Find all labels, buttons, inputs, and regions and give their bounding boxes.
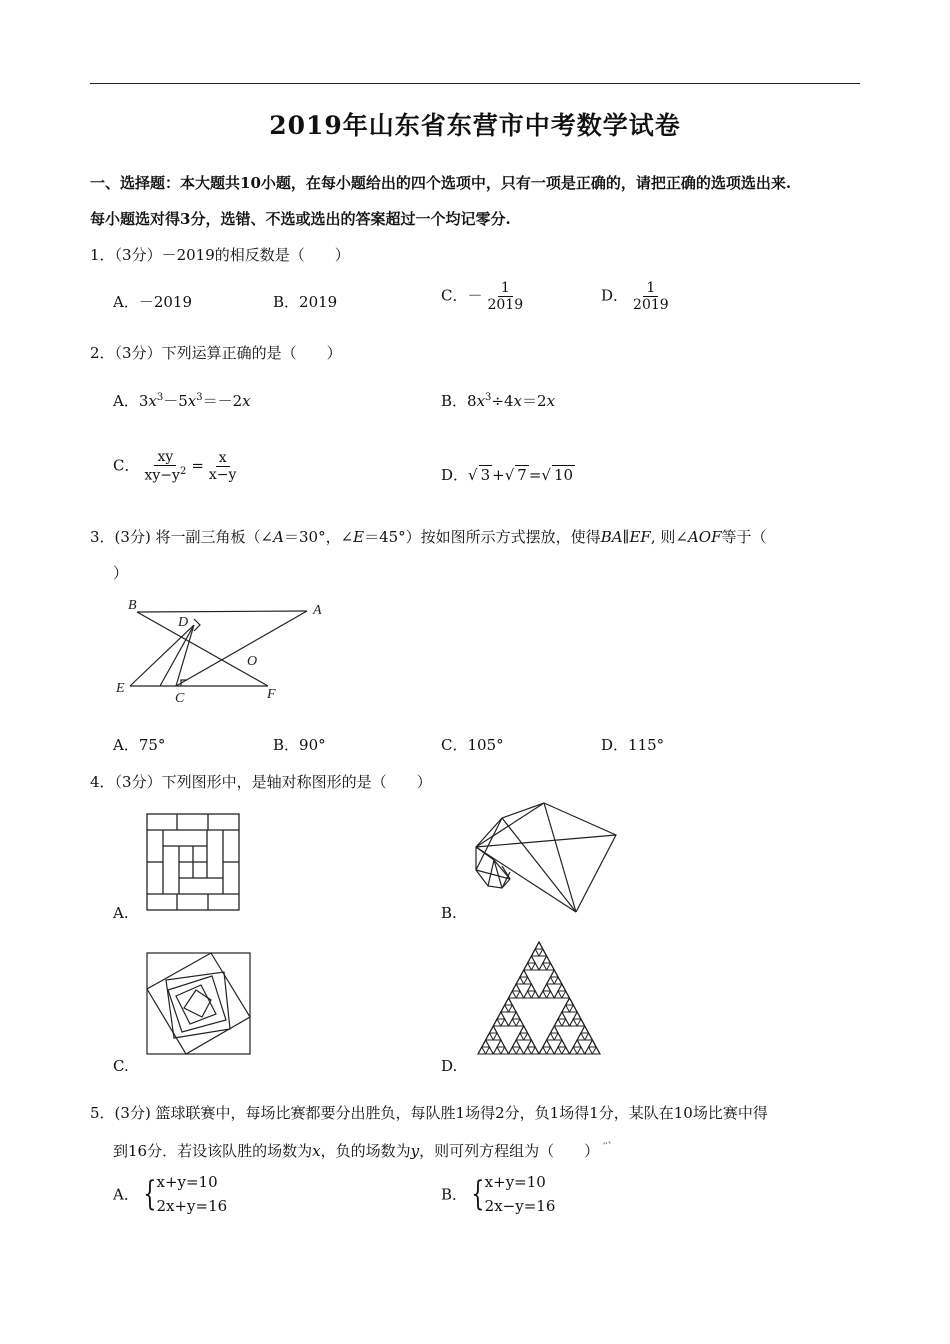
q3-label-c: C <box>175 691 185 706</box>
sqrt-icon: √ <box>541 466 551 484</box>
q1-option-c-label: C．－ <box>441 286 483 305</box>
q1-option-d <box>601 280 674 313</box>
q3-label-b: B <box>128 598 137 613</box>
q2-c-eq: = <box>191 456 204 475</box>
q3-label-o: O <box>247 654 258 669</box>
q3-mid3: , 则∠ <box>650 528 688 546</box>
sqrt-icon: √ <box>504 466 515 484</box>
q3-line-bf <box>137 612 268 686</box>
q2-c-den1-exp: 2 <box>179 466 187 478</box>
q5-b-system <box>485 1170 556 1218</box>
q2-a-var3: x <box>242 392 251 410</box>
q3-ef: EF <box>629 528 651 546</box>
brace-icon: { <box>471 1174 485 1214</box>
section-instructions-line1: 一、选择题：本大题共10小题，在每小题给出的四个选项中，只有一项是正确的，请把正确的选项选出来. <box>90 174 792 192</box>
q3-right-angle-d <box>194 619 200 631</box>
q3-figure <box>110 595 340 710</box>
q2-c-den1 <box>141 466 189 484</box>
section-instructions-line2: 每小题选对得3分，选错、不选或选出的答案超过一个均记零分. <box>90 210 511 228</box>
q5-a-label: A． <box>113 1185 139 1204</box>
q3-label-f: F <box>267 687 276 702</box>
q3-option-b: B．90° <box>273 736 326 754</box>
q5-a-eq2: 2x+y=16 <box>156 1197 228 1215</box>
q3-ba: BA <box>600 528 623 546</box>
q5-line2-pre: 到16分．若设该队胜的场数为 <box>113 1142 313 1160</box>
q3-mid1: ＝30°，∠ <box>283 528 354 546</box>
q3-stem-pre: 3．(3分) 将一副三角板（∠ <box>90 528 274 546</box>
q2-d-radicand2: 7 <box>517 466 527 484</box>
q1-option-c-num: 1 <box>498 280 513 297</box>
q5-stem-line2 <box>113 1140 613 1161</box>
q3-line-ca <box>176 611 307 686</box>
q2-option-c <box>113 449 241 484</box>
q3-stem <box>90 526 767 547</box>
q2-b-coef: B．8 <box>441 392 477 410</box>
q4-figure-b <box>470 800 620 915</box>
sqrt-icon: √ <box>468 466 478 484</box>
q2-d-eq: = <box>528 466 542 484</box>
q1-option-d-den: 2019 <box>633 297 669 314</box>
q5-var-y: y <box>410 1142 420 1160</box>
q2-a-var1: x <box>148 392 157 410</box>
q4-option-a: A. <box>113 904 129 922</box>
q3-angle-e: E <box>353 528 365 546</box>
q3-parallel: ∥ <box>622 528 630 546</box>
q4-option-b: B. <box>441 904 457 922</box>
q2-option-b <box>441 390 555 411</box>
q2-d-label: D． <box>441 466 469 484</box>
q1-stem: 1．（3分）－2019的相反数是（ ） <box>90 246 350 264</box>
q2-c-label: C． <box>113 456 140 475</box>
q2-c-den2: x−y <box>208 466 237 483</box>
q3-mid2: ＝45°）按如图所示方式摆放，使得 <box>364 528 601 546</box>
q2-c-num1: xy <box>154 449 176 466</box>
q2-a-eq: ＝－2 <box>202 392 243 410</box>
q2-a-minus: －5 <box>163 392 188 410</box>
q2-b-var2: x <box>513 392 523 410</box>
q4-figure-c <box>146 952 252 1056</box>
q2-d-plus: + <box>492 466 505 484</box>
q2-a-exp2: 3 <box>196 392 203 403</box>
q2-c-num2: x <box>216 450 230 467</box>
q1-option-d-fraction <box>630 280 672 313</box>
q2-b-var1: x <box>476 392 486 410</box>
q3-stem-line2: ） <box>113 564 129 582</box>
q3-tail: 等于（ <box>721 528 767 546</box>
q5-a-system <box>156 1170 227 1218</box>
q3-line-ba <box>137 611 307 612</box>
q2-b-eq: ＝2 <box>522 392 547 410</box>
q4-stem: 4．（3分）下列图形中，是轴对称图形的是（ ） <box>90 773 432 791</box>
q2-c-fraction1 <box>141 449 189 484</box>
q1-option-a: A．－2019 <box>113 293 193 311</box>
q1-option-c <box>441 280 528 313</box>
q2-c-den1-text: xy−y <box>144 467 180 484</box>
q2-option-a <box>113 390 251 411</box>
q5-b-label: B． <box>441 1185 468 1204</box>
q1-option-c-fraction <box>484 280 526 313</box>
q2-b-div: ÷4 <box>491 392 514 410</box>
q4-option-c: C. <box>113 1057 129 1075</box>
q5-line2-mid: ，负的场数为 <box>320 1142 411 1160</box>
q4-option-d: D. <box>441 1057 458 1075</box>
q2-d-radicand3: 10 <box>553 466 574 484</box>
q3-label-e: E <box>116 681 125 696</box>
q1-option-d-label: D． <box>601 286 629 305</box>
q3-label-d: D <box>178 615 189 630</box>
q3-angle-a: A <box>273 528 284 546</box>
q5-stray-mark: ′′` <box>603 1142 613 1153</box>
q5-stem-line1: 5．(3分) 篮球联赛中，每场比赛都要分出胜负，每队胜1场得2分，负1场得1分，某队在10场比赛中得 <box>90 1104 768 1122</box>
q5-b-eq1: x+y=10 <box>484 1173 546 1191</box>
q4-figure-d <box>477 940 602 1057</box>
q3-aof: AOF <box>687 528 722 546</box>
q5-line2-tail: ，则可列方程组为（ ） <box>419 1142 600 1160</box>
q3-option-d: D．115° <box>601 736 665 754</box>
q2-a-var2: x <box>187 392 197 410</box>
brace-icon: { <box>143 1174 157 1214</box>
q2-b-var3: x <box>546 392 556 410</box>
q2-a-exp1: 3 <box>156 392 164 403</box>
q1-option-d-num: 1 <box>643 280 658 297</box>
page-title: 2019年山东省东营市中考数学试卷 <box>269 111 681 140</box>
q1-option-b: B．2019 <box>273 293 338 311</box>
q2-b-exp1: 3 <box>485 392 492 403</box>
q3-option-c: C．105° <box>441 736 504 754</box>
q2-stem: 2．（3分）下列运算正确的是（ ） <box>90 344 342 362</box>
q3-option-a: A．75° <box>113 736 166 754</box>
q2-d-radicand1: 3 <box>480 466 491 484</box>
q3-label-a: A <box>313 603 322 618</box>
q5-a-eq1: x+y=10 <box>156 1173 218 1191</box>
q4-figure-a <box>146 813 240 911</box>
q5-var-x: x <box>312 1142 321 1160</box>
q2-option-d <box>441 464 575 485</box>
q5-option-a <box>113 1170 227 1218</box>
q2-c-fraction2 <box>206 450 240 483</box>
q5-b-eq2: 2x−y=16 <box>484 1197 556 1215</box>
q2-a-coef: A．3 <box>113 392 149 410</box>
top-rule <box>90 83 860 84</box>
q1-option-c-den: 2019 <box>487 297 524 314</box>
q5-option-b <box>441 1170 555 1218</box>
